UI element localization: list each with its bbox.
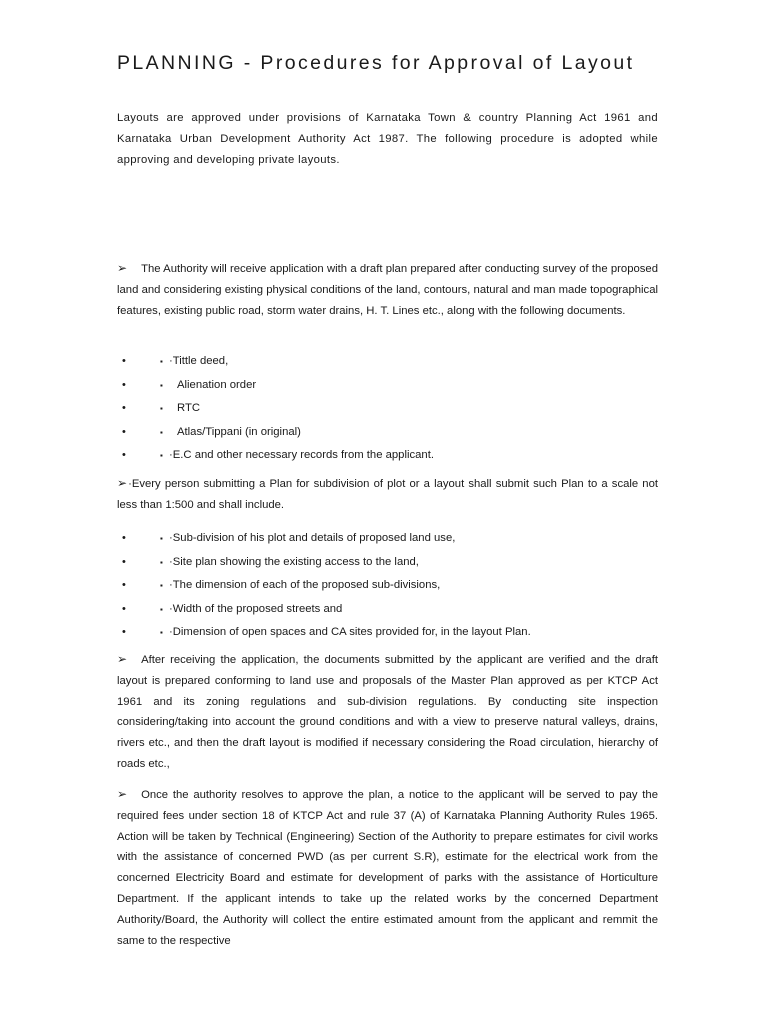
section-3-text: After receiving the application, the documents submitted by the applicant are verified and the draft layout is prepared conforming to land use and proposals of the Master Plan approved as per KTCP Act 1961 and its zoning regulations and sub-division regulations. By conducting site inspection considering/taking into account the ground conditions and with a view to preserve natural valleys, drains, rivers etc., and then the draft layout is modified if necessary considering the Road circulation, hierarchy of roads etc., (117, 654, 658, 770)
section-4-text: Once the authority resolves to approve the plan, a notice to the applicant will be served to pay the required fees under section 18 of KTCP Act and rule 37 (A) of Karnataka Planning Authority Rules 1965. Action will be taken by Technical (Engineering) Section of the Authority to prepare estimates for civil works with the assistance of concerned PWD (as per current S.R), estimate for the electrical work from the concerned Electricity Board and estimate for development of parks with the assistance of Horticulture Department. If the applicant intends to take up the related works by the concerned Department Authority/Board, the Authority will collect the entire estimated amount from the applicant and remmit the same to the respective (117, 789, 658, 947)
bullet-icon: • (122, 355, 126, 367)
section-4-paragraph (117, 784, 658, 951)
square-bullet-icon: ▪ (160, 404, 163, 413)
bullet-icon: • (122, 555, 126, 568)
bullet-icon: • (122, 402, 126, 414)
square-bullet-icon: ▪ (160, 534, 163, 543)
list-item-label: ·The dimension of each of the proposed sub-divisions, (169, 579, 441, 591)
section-3-paragraph (117, 649, 658, 775)
arrow-bullet-icon: ➢ (117, 476, 128, 490)
section-1-text: The Authority will receive application with a draft plan prepared after conducting survey of the proposed land and considering existing physical conditions of the land, contours, natural and man made topographical features, existing public road, storm water drains, H. T. Lines etc., along with the following documents. (117, 263, 658, 317)
arrow-bullet-icon: ➢ (117, 652, 128, 666)
square-bullet-icon: ▪ (160, 604, 163, 614)
list-item-label: RTC (177, 402, 201, 414)
list-item-label: ·E.C and other necessary records from the applicant. (169, 449, 434, 461)
page-title: PLANNING - Procedures for Approval of Layout (117, 52, 635, 74)
bullet-icon: • (122, 602, 126, 615)
square-bullet-icon: ▪ (160, 427, 163, 437)
bullet-icon: • (122, 532, 126, 544)
bullet-icon: • (122, 425, 126, 438)
list-item-label: ·Sub-division of his plot and details of proposed land use, (169, 532, 456, 544)
bullet-icon: • (122, 626, 126, 638)
square-bullet-icon: ▪ (160, 451, 163, 460)
intro-paragraph: Layouts are approved under provisions of Karnataka Town & country Planning Act 1961 and Karnataka Urban Development Authority Act 1987. The following procedure is adopted while approving and developing private layouts. (117, 112, 658, 166)
section-2-text: ·Every person submitting a Plan for subdivision of plot or a layout shall submit such Plan to a scale not less than 1:500 and shall include. (117, 478, 658, 511)
square-bullet-icon: ▪ (160, 581, 163, 590)
square-bullet-icon: ▪ (160, 380, 163, 390)
list-item-label: Alienation order (177, 378, 257, 391)
list-item-label: ·Width of the proposed streets and (169, 602, 343, 615)
bullet-icon: • (122, 378, 126, 391)
list-item-label: ·Dimension of open spaces and CA sites provided for, in the layout Plan. (169, 626, 531, 638)
arrow-bullet-icon: ➢ (117, 787, 128, 801)
list-item-label: ·Tittle deed, (169, 355, 229, 367)
arrow-bullet-icon: ➢ (117, 261, 128, 275)
section-1-paragraph (117, 258, 658, 321)
list-item-label: Atlas/Tippani (in original) (177, 425, 301, 438)
bullet-icon: • (122, 449, 126, 461)
square-bullet-icon: ▪ (160, 628, 163, 637)
bullet-icon: • (122, 579, 126, 591)
square-bullet-icon: ▪ (160, 557, 163, 567)
section-2-paragraph (117, 473, 658, 516)
square-bullet-icon: ▪ (160, 357, 163, 366)
list-item-label: ·Site plan showing the existing access to the land, (169, 555, 419, 568)
